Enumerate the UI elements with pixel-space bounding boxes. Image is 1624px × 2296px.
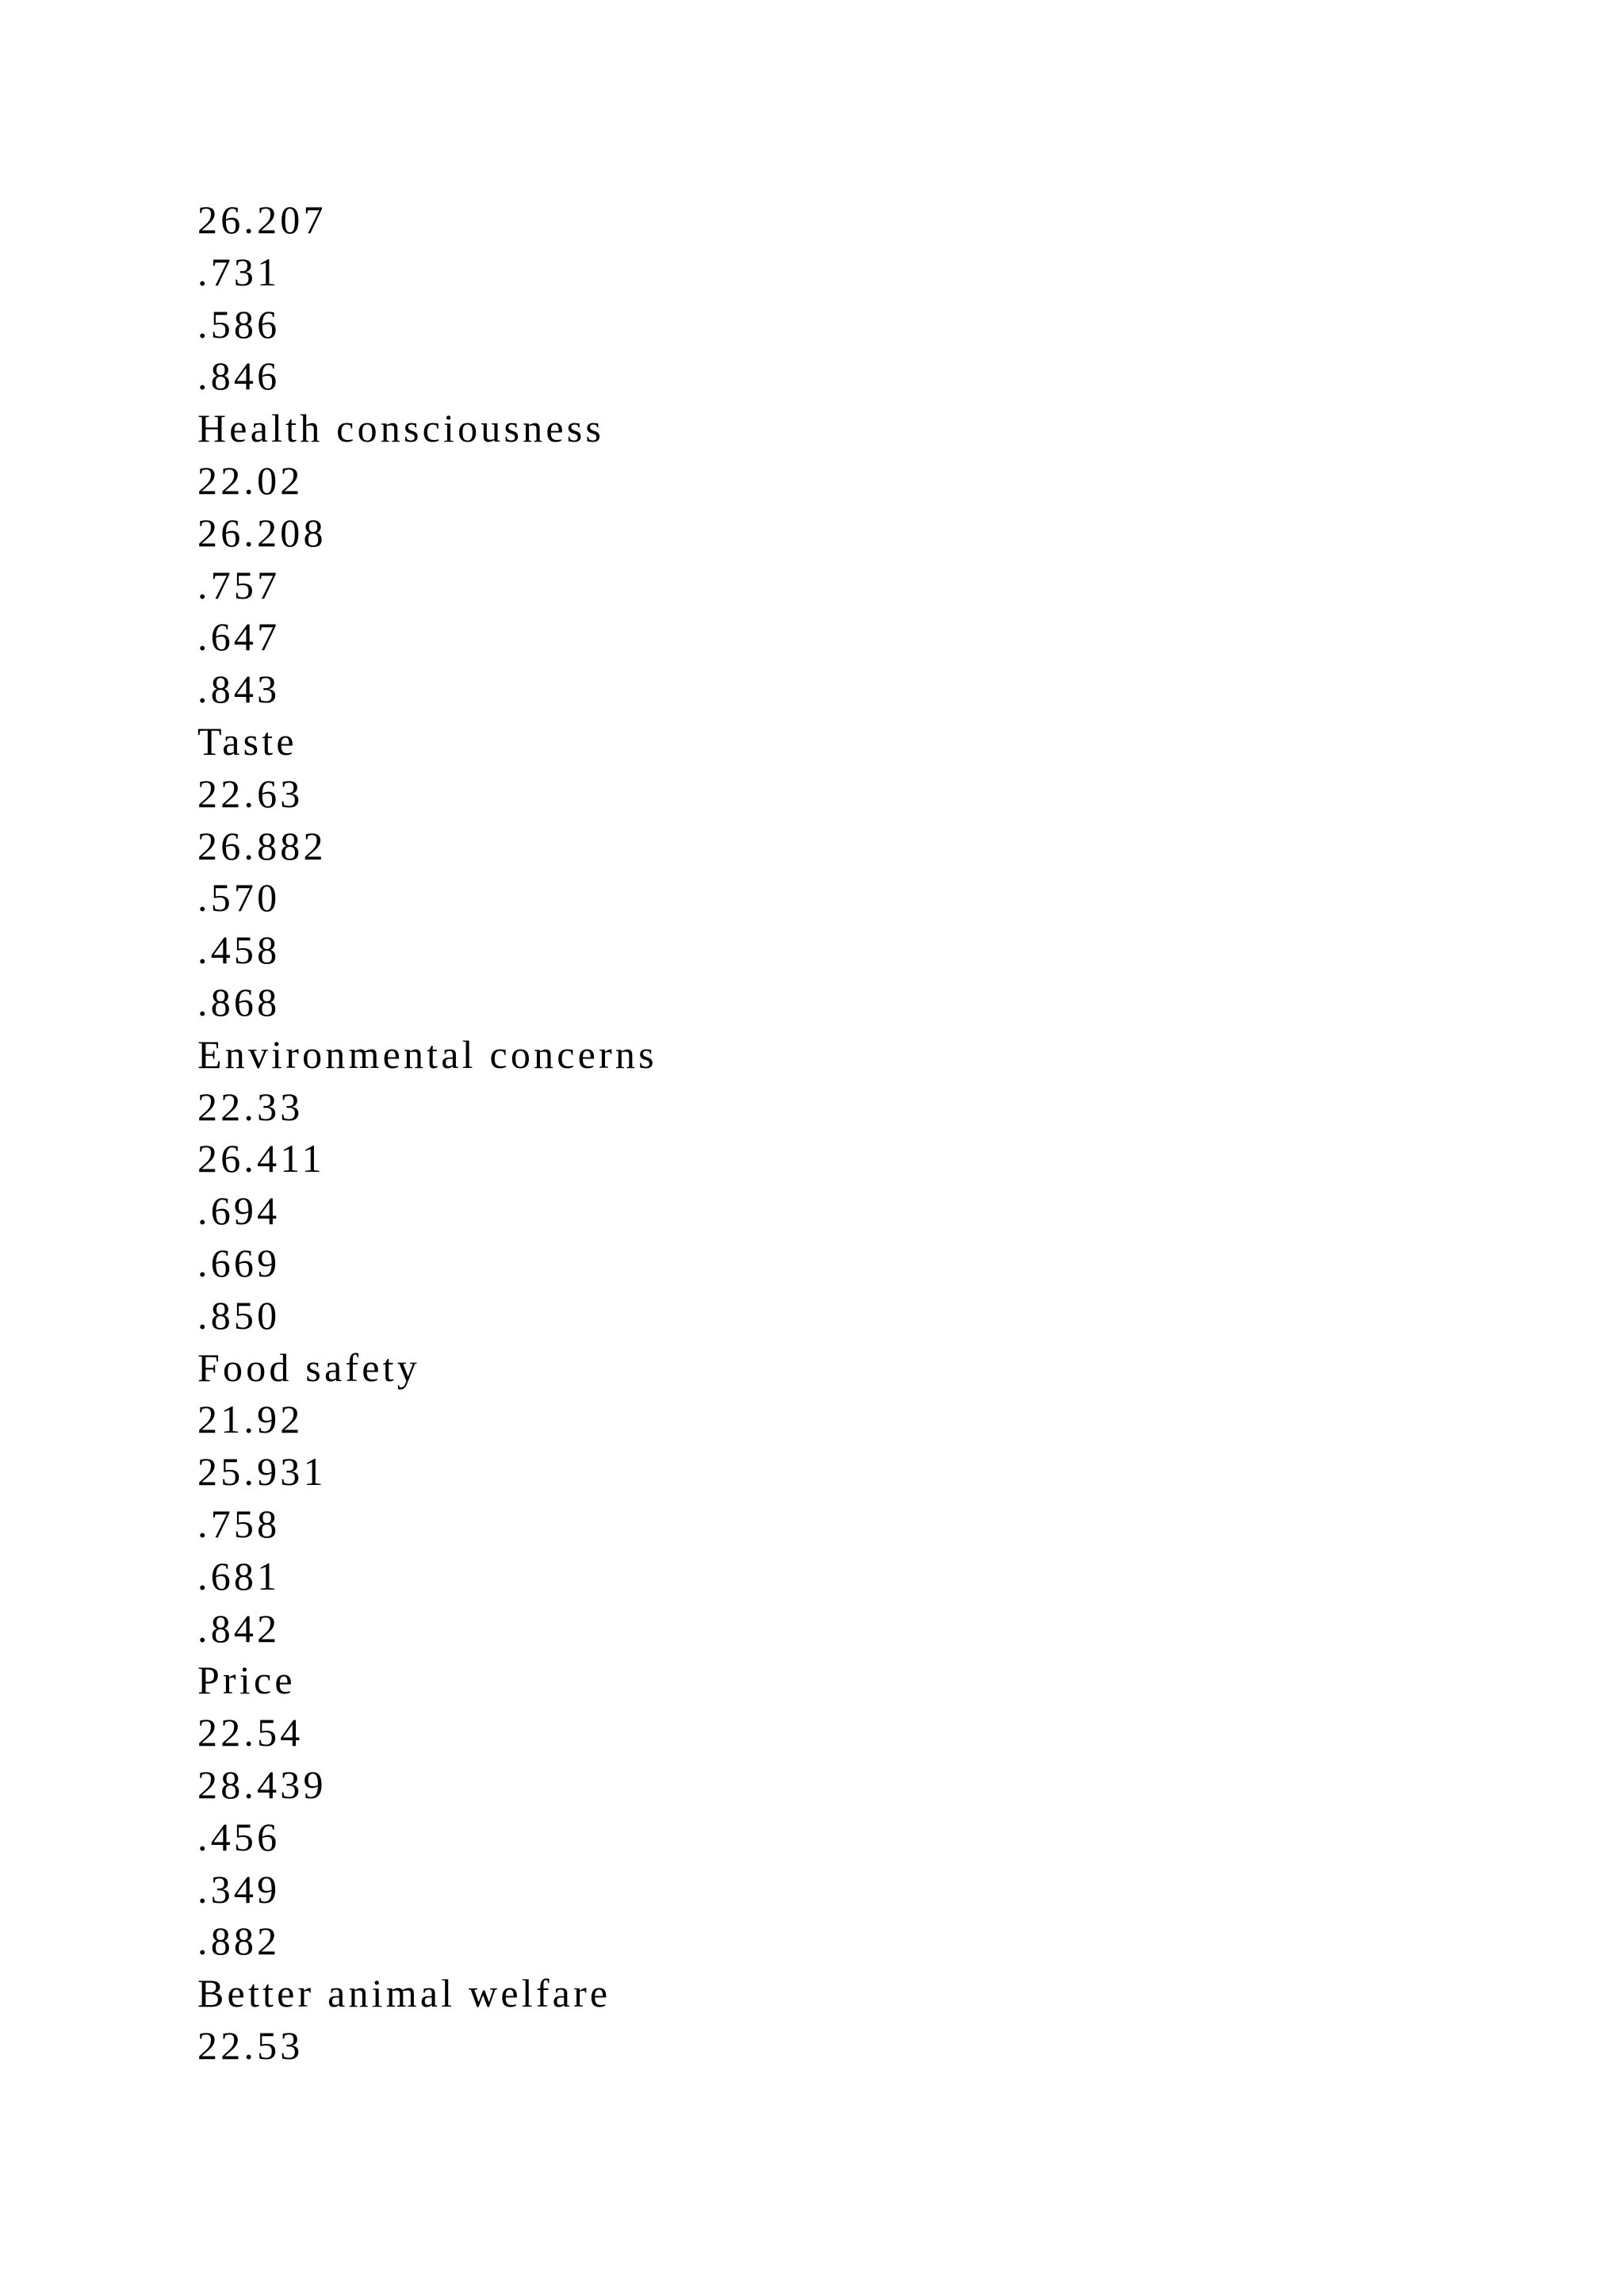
text-line: .868 <box>197 979 281 1024</box>
text-line: 26.208 <box>197 510 327 555</box>
text-line: .850 <box>197 1292 281 1337</box>
text-line: .843 <box>197 667 281 712</box>
text-line: .842 <box>197 1605 281 1651</box>
text-line: .586 <box>197 301 281 346</box>
text-line: 22.02 <box>197 457 304 503</box>
text-line: .758 <box>197 1501 281 1546</box>
text-line: 26.882 <box>197 823 327 868</box>
text-line: .846 <box>197 354 281 399</box>
text-line: Health consciousness <box>197 406 605 451</box>
text-line: .570 <box>197 875 281 920</box>
text-line: 26.411 <box>197 1136 325 1181</box>
text-line: .757 <box>197 562 281 607</box>
text-line: Better animal welfare <box>197 1971 611 2016</box>
text-line: Food safety <box>197 1345 420 1390</box>
text-line: .882 <box>197 1919 281 1964</box>
text-line: .456 <box>197 1814 281 1859</box>
text-line: 28.439 <box>197 1762 327 1807</box>
text-line: .349 <box>197 1866 281 1911</box>
text-line: 22.54 <box>197 1710 304 1755</box>
text-line: 22.33 <box>197 1084 304 1129</box>
text-line: 21.92 <box>197 1397 304 1442</box>
text-line: 26.207 <box>197 197 327 242</box>
text-line: 22.63 <box>197 771 304 816</box>
text-line: .731 <box>197 249 281 294</box>
text-line: Taste <box>197 718 297 763</box>
text-line: .669 <box>197 1240 281 1285</box>
text-line: 22.53 <box>197 2022 304 2068</box>
text-column <box>197 194 657 2072</box>
text-line: 25.931 <box>197 1449 327 1494</box>
text-line: Price <box>197 1658 296 1703</box>
text-line: .681 <box>197 1553 281 1598</box>
text-line: .694 <box>197 1188 281 1234</box>
text-line: .647 <box>197 614 281 660</box>
text-line: Environmental concerns <box>197 1031 657 1077</box>
text-line: .458 <box>197 928 281 973</box>
